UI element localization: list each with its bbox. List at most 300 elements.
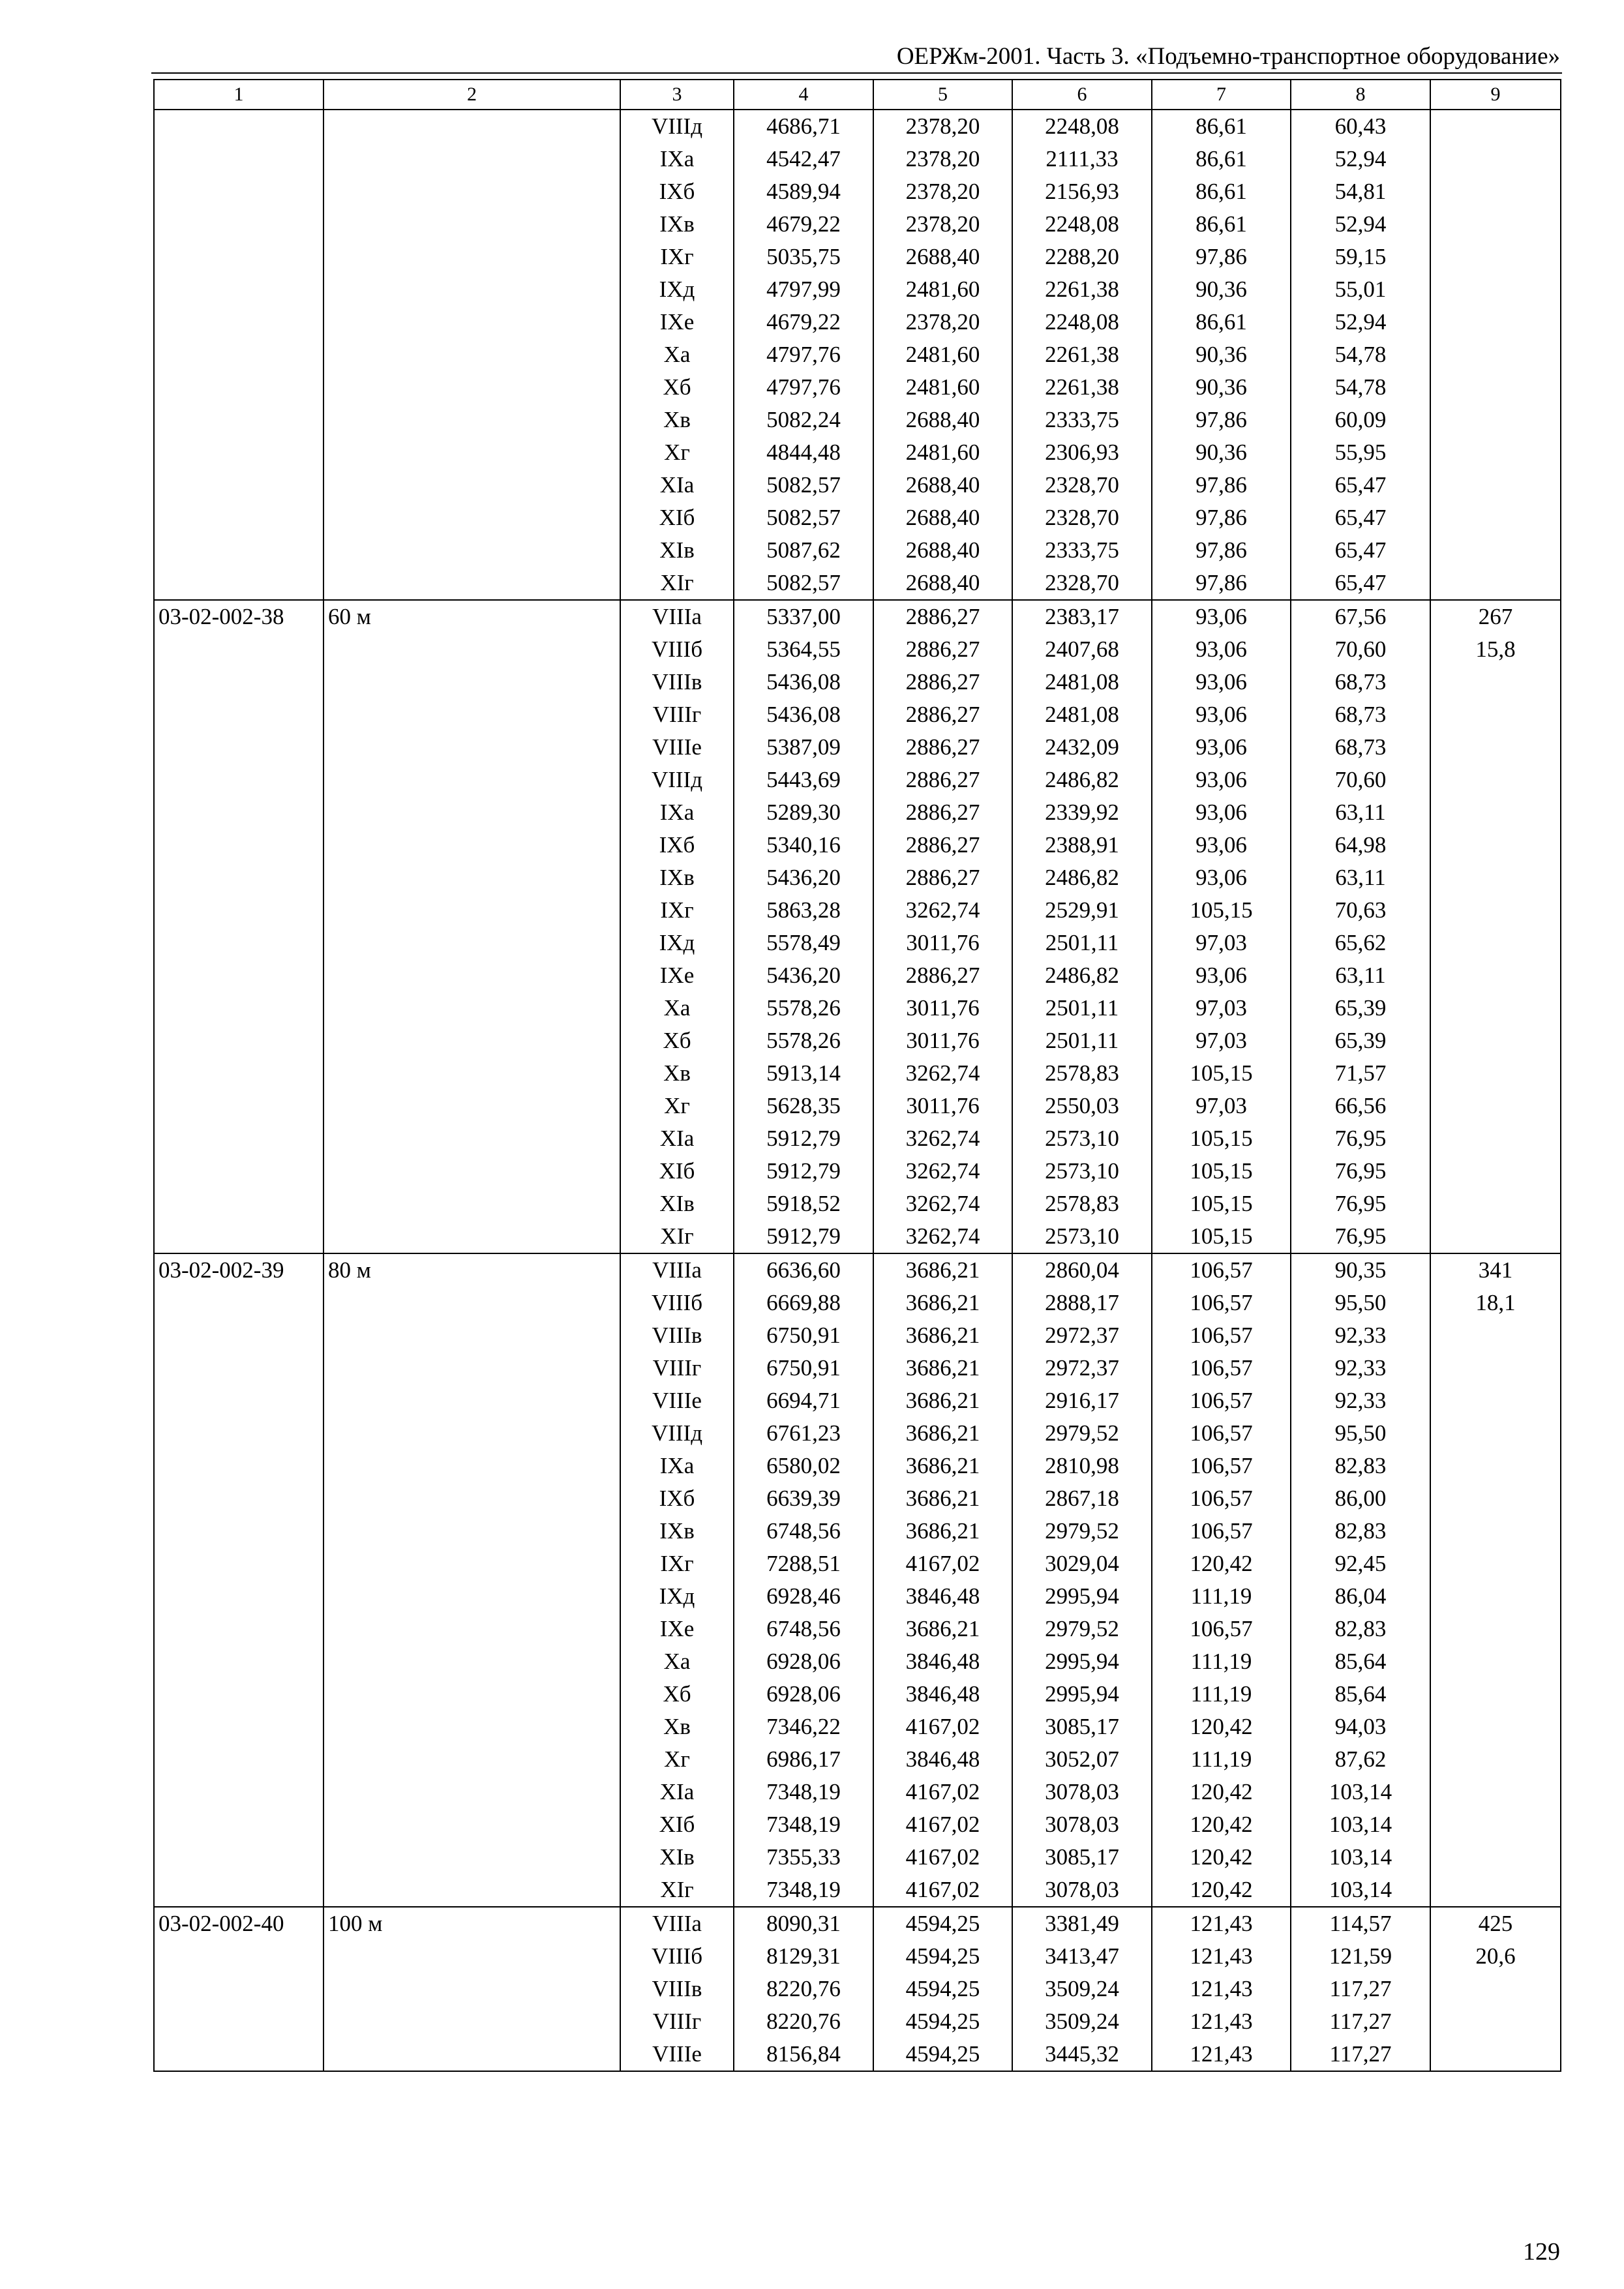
value-cell: 2333,75 <box>1012 404 1152 436</box>
value-cell: 2578,83 <box>1012 1188 1152 1220</box>
value-cell: 3445,32 <box>1012 2038 1152 2071</box>
table-row <box>154 338 1561 371</box>
value-cell: 7348,19 <box>734 1808 873 1841</box>
extra-cell <box>1430 1841 1561 1874</box>
value-cell: 95,50 <box>1291 1417 1430 1450</box>
value-cell: 7348,19 <box>734 1776 873 1808</box>
value-cell: 103,14 <box>1291 1776 1430 1808</box>
extra-cell <box>1430 1711 1561 1743</box>
code-cell <box>154 698 323 731</box>
name-cell <box>323 1090 620 1122</box>
code-cell <box>154 1384 323 1417</box>
value-cell: 4797,99 <box>734 273 873 306</box>
code-cell <box>154 1352 323 1384</box>
extra-cell <box>1430 208 1561 241</box>
table-row <box>154 1548 1561 1580</box>
extra-cell <box>1430 1417 1561 1450</box>
table-row <box>154 110 1561 143</box>
value-cell: 86,61 <box>1152 306 1291 338</box>
code-cell <box>154 1482 323 1515</box>
value-cell: 85,64 <box>1291 1678 1430 1711</box>
value-cell: 2886,27 <box>873 633 1012 666</box>
value-cell: 2972,37 <box>1012 1319 1152 1352</box>
table-row <box>154 1220 1561 1253</box>
extra-cell <box>1430 959 1561 992</box>
value-cell: 6748,56 <box>734 1613 873 1645</box>
value-cell: 3846,48 <box>873 1743 1012 1776</box>
value-cell: 95,50 <box>1291 1287 1430 1319</box>
value-cell: 86,00 <box>1291 1482 1430 1515</box>
value-cell: 85,64 <box>1291 1645 1430 1678</box>
column-number-cell: 5 <box>873 80 1012 110</box>
value-cell: 106,57 <box>1152 1253 1291 1287</box>
value-cell: 54,78 <box>1291 371 1430 404</box>
code-cell <box>154 110 323 143</box>
value-cell: 86,04 <box>1291 1580 1430 1613</box>
value-cell: VIIIв <box>620 1973 734 2005</box>
value-cell: 2688,40 <box>873 501 1012 534</box>
extra-cell <box>1430 1808 1561 1841</box>
value-cell: 3381,49 <box>1012 1907 1152 1940</box>
value-cell: 3011,76 <box>873 1090 1012 1122</box>
name-cell <box>323 371 620 404</box>
table-row <box>154 1940 1561 1973</box>
table-row <box>154 731 1561 764</box>
code-cell <box>154 241 323 273</box>
value-cell: VIIIд <box>620 764 734 796</box>
table-row <box>154 208 1561 241</box>
value-cell: 3686,21 <box>873 1352 1012 1384</box>
table-row <box>154 306 1561 338</box>
value-cell: 4589,94 <box>734 175 873 208</box>
name-cell <box>323 1580 620 1613</box>
value-cell: 2378,20 <box>873 208 1012 241</box>
table-row <box>154 1711 1561 1743</box>
value-cell: 93,06 <box>1152 698 1291 731</box>
extra-cell <box>1430 698 1561 731</box>
value-cell: IXв <box>620 1515 734 1548</box>
extra-cell <box>1430 1352 1561 1384</box>
value-cell: 120,42 <box>1152 1874 1291 1907</box>
value-cell: 86,61 <box>1152 110 1291 143</box>
value-cell: IXб <box>620 1482 734 1515</box>
extra-cell <box>1430 143 1561 175</box>
value-cell: IXе <box>620 959 734 992</box>
extra-cell <box>1430 992 1561 1025</box>
extra-cell <box>1430 306 1561 338</box>
value-cell: Xв <box>620 404 734 436</box>
value-cell: XIа <box>620 1776 734 1808</box>
value-cell: 4594,25 <box>873 2005 1012 2038</box>
value-cell: 6694,71 <box>734 1384 873 1417</box>
value-cell: 97,86 <box>1152 534 1291 567</box>
name-cell <box>323 1155 620 1188</box>
table-row <box>154 534 1561 567</box>
value-cell: 106,57 <box>1152 1287 1291 1319</box>
code-cell <box>154 927 323 959</box>
value-cell: IXд <box>620 1580 734 1613</box>
value-cell: 3262,74 <box>873 1188 1012 1220</box>
name-cell <box>323 764 620 796</box>
code-cell <box>154 175 323 208</box>
value-cell: 2501,11 <box>1012 992 1152 1025</box>
value-cell: 2339,92 <box>1012 796 1152 829</box>
value-cell: 4686,71 <box>734 110 873 143</box>
code-cell <box>154 1613 323 1645</box>
value-cell: VIIIе <box>620 1384 734 1417</box>
value-cell: 3509,24 <box>1012 1973 1152 2005</box>
value-cell: 70,60 <box>1291 633 1430 666</box>
table-row <box>154 633 1561 666</box>
value-cell: 3011,76 <box>873 1025 1012 1057</box>
value-cell: 65,62 <box>1291 927 1430 959</box>
value-cell: 90,36 <box>1152 273 1291 306</box>
extra-cell <box>1430 1450 1561 1482</box>
extra-cell <box>1430 1057 1561 1090</box>
table-row <box>154 1874 1561 1907</box>
extra-cell <box>1430 567 1561 600</box>
value-cell: 3078,03 <box>1012 1808 1152 1841</box>
value-cell: 106,57 <box>1152 1482 1291 1515</box>
value-cell: 5578,49 <box>734 927 873 959</box>
column-number-cell: 8 <box>1291 80 1430 110</box>
name-cell <box>323 959 620 992</box>
value-cell: 2486,82 <box>1012 861 1152 894</box>
value-cell: 3846,48 <box>873 1645 1012 1678</box>
code-cell <box>154 1090 323 1122</box>
extra-cell <box>1430 175 1561 208</box>
value-cell: 2886,27 <box>873 600 1012 633</box>
value-cell: 93,06 <box>1152 796 1291 829</box>
code-cell <box>154 404 323 436</box>
value-cell: 2573,10 <box>1012 1220 1152 1253</box>
name-cell <box>323 698 620 731</box>
value-cell: IXе <box>620 306 734 338</box>
table-row <box>154 861 1561 894</box>
code-cell <box>154 501 323 534</box>
value-cell: 60,43 <box>1291 110 1430 143</box>
table-row <box>154 927 1561 959</box>
name-cell <box>323 2038 620 2071</box>
extra-cell <box>1430 1155 1561 1188</box>
table-row <box>154 1515 1561 1548</box>
value-cell: 93,06 <box>1152 764 1291 796</box>
name-cell: 80 м <box>323 1253 620 1287</box>
code-cell <box>154 1417 323 1450</box>
column-number-cell: 6 <box>1012 80 1152 110</box>
value-cell: IXг <box>620 241 734 273</box>
extra-cell <box>1430 1025 1561 1057</box>
value-cell: 2688,40 <box>873 469 1012 501</box>
extra-cell <box>1430 1973 1561 2005</box>
value-cell: 8129,31 <box>734 1940 873 1973</box>
value-cell: 76,95 <box>1291 1122 1430 1155</box>
value-cell: 5912,79 <box>734 1122 873 1155</box>
value-cell: VIIIд <box>620 110 734 143</box>
value-cell: 4167,02 <box>873 1776 1012 1808</box>
extra-cell <box>1430 436 1561 469</box>
code-cell <box>154 469 323 501</box>
value-cell: 105,15 <box>1152 1155 1291 1188</box>
value-cell: 2972,37 <box>1012 1352 1152 1384</box>
code-cell <box>154 1548 323 1580</box>
value-cell: 2481,60 <box>873 338 1012 371</box>
extra-cell <box>1430 534 1561 567</box>
value-cell: 105,15 <box>1152 1122 1291 1155</box>
value-cell: 54,78 <box>1291 338 1430 371</box>
value-cell: 2486,82 <box>1012 959 1152 992</box>
extra-cell <box>1430 469 1561 501</box>
table-row <box>154 469 1561 501</box>
table-row <box>154 1417 1561 1450</box>
value-cell: 4679,22 <box>734 306 873 338</box>
value-cell: 2529,91 <box>1012 894 1152 927</box>
value-cell: 5082,57 <box>734 469 873 501</box>
value-cell: 2261,38 <box>1012 338 1152 371</box>
value-cell: 90,36 <box>1152 371 1291 404</box>
value-cell: 93,06 <box>1152 666 1291 698</box>
value-cell: 2888,17 <box>1012 1287 1152 1319</box>
value-cell: VIIIа <box>620 1907 734 1940</box>
extra-cell <box>1430 1548 1561 1580</box>
value-cell: 2378,20 <box>873 175 1012 208</box>
value-cell: 4797,76 <box>734 338 873 371</box>
value-cell: 93,06 <box>1152 600 1291 633</box>
value-cell: 2501,11 <box>1012 1025 1152 1057</box>
value-cell: 76,95 <box>1291 1220 1430 1253</box>
code-cell <box>154 1057 323 1090</box>
header-rule <box>151 72 1562 74</box>
code-cell <box>154 567 323 600</box>
name-cell: 100 м <box>323 1907 620 1940</box>
value-cell: 3846,48 <box>873 1678 1012 1711</box>
value-cell: 63,11 <box>1291 861 1430 894</box>
table-row <box>154 273 1561 306</box>
value-cell: 103,14 <box>1291 1841 1430 1874</box>
name-cell <box>323 534 620 567</box>
table-row <box>154 175 1561 208</box>
name-cell <box>323 175 620 208</box>
name-cell <box>323 1548 620 1580</box>
extra-cell <box>1430 731 1561 764</box>
table-body <box>154 80 1561 2071</box>
value-cell: 92,45 <box>1291 1548 1430 1580</box>
page-number: 129 <box>1523 2238 1560 2266</box>
code-cell <box>154 1515 323 1548</box>
value-cell: 86,61 <box>1152 208 1291 241</box>
value-cell: 97,86 <box>1152 501 1291 534</box>
name-cell <box>323 1841 620 1874</box>
value-cell: 52,94 <box>1291 143 1430 175</box>
value-cell: 2867,18 <box>1012 1482 1152 1515</box>
value-cell: 90,36 <box>1152 338 1291 371</box>
extra-cell <box>1430 241 1561 273</box>
extra-cell <box>1430 501 1561 534</box>
extra-cell <box>1430 1515 1561 1548</box>
value-cell: 4594,25 <box>873 1973 1012 2005</box>
value-cell: 3686,21 <box>873 1384 1012 1417</box>
value-cell: IXа <box>620 143 734 175</box>
extra-cell: 18,1 <box>1430 1287 1561 1319</box>
value-cell: 4167,02 <box>873 1841 1012 1874</box>
column-number-cell: 4 <box>734 80 873 110</box>
value-cell: 2328,70 <box>1012 567 1152 600</box>
value-cell: 3262,74 <box>873 1057 1012 1090</box>
name-cell <box>323 306 620 338</box>
code-cell <box>154 1287 323 1319</box>
value-cell: 2886,27 <box>873 861 1012 894</box>
value-cell: 4797,76 <box>734 371 873 404</box>
value-cell: 3262,74 <box>873 1122 1012 1155</box>
extra-cell <box>1430 1188 1561 1220</box>
extra-cell <box>1430 1776 1561 1808</box>
table-row <box>154 796 1561 829</box>
extra-cell <box>1430 1874 1561 1907</box>
table-row <box>154 1973 1561 2005</box>
extra-cell <box>1430 1090 1561 1122</box>
value-cell: 2156,93 <box>1012 175 1152 208</box>
value-cell: 2979,52 <box>1012 1613 1152 1645</box>
value-cell: 93,06 <box>1152 959 1291 992</box>
value-cell: IXг <box>620 1548 734 1580</box>
value-cell: 6748,56 <box>734 1515 873 1548</box>
value-cell: 2995,94 <box>1012 1645 1152 1678</box>
value-cell: 3846,48 <box>873 1580 1012 1613</box>
value-cell: 87,62 <box>1291 1743 1430 1776</box>
code-cell <box>154 829 323 861</box>
value-cell: 117,27 <box>1291 2038 1430 2071</box>
table-row <box>154 1580 1561 1613</box>
value-cell: 2688,40 <box>873 404 1012 436</box>
extra-cell: 341 <box>1430 1253 1561 1287</box>
table-row <box>154 1907 1561 1940</box>
column-number-cell: 9 <box>1430 80 1561 110</box>
value-cell: XIб <box>620 1808 734 1841</box>
table-row <box>154 1678 1561 1711</box>
value-cell: 120,42 <box>1152 1776 1291 1808</box>
name-cell <box>323 1515 620 1548</box>
table-row <box>154 1188 1561 1220</box>
value-cell: IXв <box>620 861 734 894</box>
value-cell: 4167,02 <box>873 1548 1012 1580</box>
table-row <box>154 1613 1561 1645</box>
value-cell: 117,27 <box>1291 2005 1430 2038</box>
table-row <box>154 1384 1561 1417</box>
value-cell: 8156,84 <box>734 2038 873 2071</box>
extra-cell <box>1430 371 1561 404</box>
value-cell: 2481,08 <box>1012 666 1152 698</box>
value-cell: 2995,94 <box>1012 1678 1152 1711</box>
name-cell <box>323 143 620 175</box>
value-cell: XIв <box>620 1188 734 1220</box>
code-cell <box>154 2005 323 2038</box>
extra-cell <box>1430 273 1561 306</box>
extra-cell <box>1430 829 1561 861</box>
code-cell <box>154 306 323 338</box>
code-cell <box>154 2038 323 2071</box>
value-cell: 111,19 <box>1152 1580 1291 1613</box>
value-cell: 4594,25 <box>873 2038 1012 2071</box>
code-cell <box>154 959 323 992</box>
value-cell: Xв <box>620 1711 734 1743</box>
value-cell: 2886,27 <box>873 959 1012 992</box>
value-cell: 2333,75 <box>1012 534 1152 567</box>
value-cell: XIг <box>620 567 734 600</box>
name-cell <box>323 1645 620 1678</box>
value-cell: 6986,17 <box>734 1743 873 1776</box>
value-cell: 106,57 <box>1152 1319 1291 1352</box>
name-cell <box>323 1319 620 1352</box>
value-cell: 97,86 <box>1152 567 1291 600</box>
value-cell: Xг <box>620 1743 734 1776</box>
value-cell: 82,83 <box>1291 1515 1430 1548</box>
name-cell <box>323 404 620 436</box>
value-cell: 93,06 <box>1152 861 1291 894</box>
name-cell <box>323 241 620 273</box>
value-cell: 5436,08 <box>734 666 873 698</box>
value-cell: 76,95 <box>1291 1188 1430 1220</box>
table-row <box>154 371 1561 404</box>
value-cell: 6636,60 <box>734 1253 873 1287</box>
value-cell: Xб <box>620 1678 734 1711</box>
value-cell: 3078,03 <box>1012 1776 1152 1808</box>
name-cell <box>323 861 620 894</box>
value-cell: 3085,17 <box>1012 1841 1152 1874</box>
value-cell: 68,73 <box>1291 731 1430 764</box>
value-cell: 3078,03 <box>1012 1874 1152 1907</box>
table-row <box>154 1352 1561 1384</box>
extra-cell <box>1430 1580 1561 1613</box>
code-cell: 03-02-002-39 <box>154 1253 323 1287</box>
value-cell: 5436,20 <box>734 861 873 894</box>
code-cell: 03-02-002-40 <box>154 1907 323 1940</box>
value-cell: Xа <box>620 338 734 371</box>
value-cell: 6580,02 <box>734 1450 873 1482</box>
value-cell: 103,14 <box>1291 1808 1430 1841</box>
table-row <box>154 666 1561 698</box>
value-cell: IXа <box>620 1450 734 1482</box>
value-cell: 2378,20 <box>873 110 1012 143</box>
code-cell <box>154 1122 323 1155</box>
name-cell <box>323 1384 620 1417</box>
norms-table <box>153 79 1561 2072</box>
extra-cell <box>1430 404 1561 436</box>
value-cell: VIIIе <box>620 731 734 764</box>
extra-cell <box>1430 796 1561 829</box>
code-cell <box>154 764 323 796</box>
value-cell: 6928,46 <box>734 1580 873 1613</box>
value-cell: 6750,91 <box>734 1319 873 1352</box>
name-cell <box>323 567 620 600</box>
value-cell: VIIIб <box>620 633 734 666</box>
code-cell <box>154 1711 323 1743</box>
value-cell: 2886,27 <box>873 764 1012 796</box>
table-row <box>154 404 1561 436</box>
value-cell: 65,39 <box>1291 992 1430 1025</box>
value-cell: 121,43 <box>1152 1973 1291 2005</box>
code-cell: 03-02-002-38 <box>154 600 323 633</box>
extra-cell <box>1430 1645 1561 1678</box>
code-cell <box>154 1808 323 1841</box>
value-cell: 63,11 <box>1291 959 1430 992</box>
name-cell <box>323 1188 620 1220</box>
value-cell: 6639,39 <box>734 1482 873 1515</box>
value-cell: 92,33 <box>1291 1384 1430 1417</box>
value-cell: 5035,75 <box>734 241 873 273</box>
value-cell: 2688,40 <box>873 534 1012 567</box>
value-cell: 106,57 <box>1152 1384 1291 1417</box>
value-cell: 71,57 <box>1291 1057 1430 1090</box>
